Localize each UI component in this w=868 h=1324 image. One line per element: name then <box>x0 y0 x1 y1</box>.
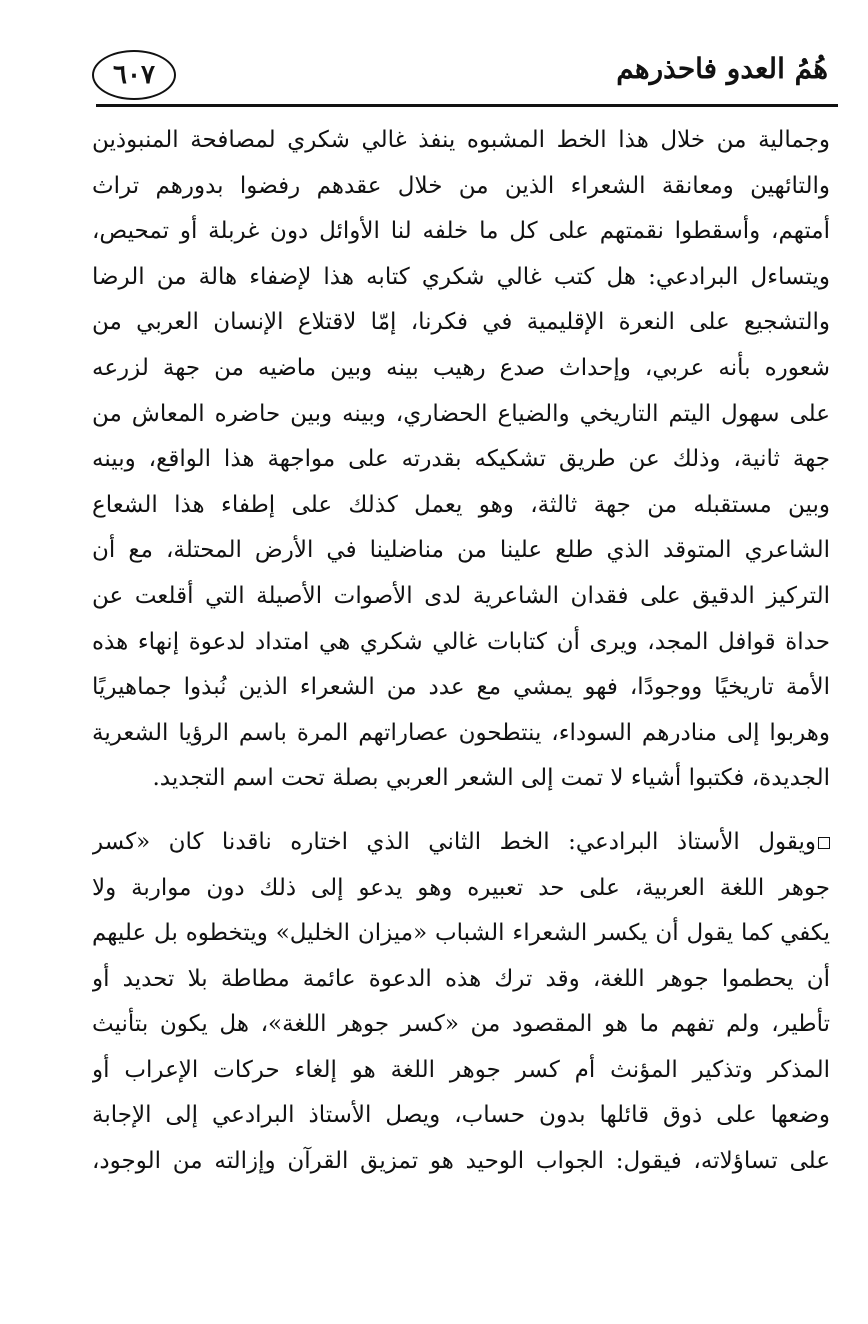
text-line: على تساؤلاته، فيقول: الجواب الوحيد هو تمزيق القرآن وإزالته من الوجود، <box>92 1148 830 1175</box>
text-line: الشاعري المتوقد الذي طلع علينا من مناضلينا في الأرض المحتلة، مع أن <box>92 537 830 564</box>
paragraph-2 <box>92 820 830 1185</box>
text-line: أمتهم، وأسقطوا نقمتهم على كل ما خلفه لنا الأوائل دون غربلة أو تمحيص، <box>92 218 830 245</box>
text-line: الأمة تاريخيًا ووجودًا، فهو يمشي مع عدد من الشعراء الذين نُبذوا جماهيريًا <box>92 674 830 701</box>
text-line: والتائهين ومعانقة الشعراء الذين من خلال عقدهم رفضوا بدورهم تراث <box>92 172 830 199</box>
text-line: المذكر وتذكير المؤنث أم كسر جوهر اللغة هو إلغاء حركات الإعراب أو <box>92 1056 830 1083</box>
text-line: حداة قوافل المجد، ويرى أن كتابات غالي شكري هي امتداد لدعوة إنهاء هذه <box>92 628 830 655</box>
text-line: جهة ثانية، وذلك عن طريق تشكيكه بقدرته على مواجهة هذا الواقع، وبينه <box>92 446 830 473</box>
body-text <box>92 118 830 1185</box>
square-bullet-icon <box>818 837 830 849</box>
text-line: والتشجيع على النعرة الإقليمية في فكرنا، إمّا لاقتلاع الإنسان العربي من <box>92 309 830 336</box>
text-line: الجديدة، فكتبوا أشياء لا تمت إلى الشعر العربي بصلة تحت اسم التجديد. <box>152 765 830 792</box>
text-line: جوهر اللغة العربية، على حد تعبيره وهو يدعو إلى ذلك دون مواربة ولا <box>92 874 830 901</box>
running-title: هُمُ العدو فاحذرهم <box>616 52 828 85</box>
text-line: ويتساءل البرادعي: هل كتب غالي شكري كتابه هذا لإضفاء هالة من الرضا <box>92 263 830 290</box>
text-line: وهربوا إلى منادرهم السوداء، ينتطحون عصاراتهم المرة باسم الرؤيا الشعرية <box>92 719 830 746</box>
text-line: التركيز الدقيق على فقدان الشاعرية لدى الأصوات الأصيلة التي أقلعت عن <box>92 582 830 609</box>
paragraph-opening: ويقول الأستاذ البرادعي: الخط الثاني الذي اختاره ناقدنا كان «كسر <box>92 828 816 855</box>
text-line: أن يحطموا جوهر اللغة، وقد ترك هذه الدعوة عائمة مطاطة بلا تحديد أو <box>92 965 830 992</box>
text-line: وبين مستقبله من جهة ثالثة، وهو يعمل كذلك على إطفاء هذا الشعاع <box>92 491 830 518</box>
text-line: تأطير، ولم تفهم ما هو المقصود من «كسر جوهر اللغة»، هل يكون بتأنيث <box>92 1011 830 1038</box>
text-line: شعوره بأنه عربي، وإحداث صدع رهيب بينه وبين ماضيه من جهة لزرعه <box>92 354 830 381</box>
header-divider <box>96 104 838 107</box>
page-number: ٦٠٧ <box>113 60 155 90</box>
text-line <box>92 820 830 866</box>
text-line: يكفي كما يقول أن يكسر الشعراء الشباب «ميزان الخليل» ويتخطوه بل عليهم <box>92 920 830 947</box>
text-line: وضعها على ذوق قائلها بدون حساب، ويصل الأستاذ البرادعي إلى الإجابة <box>92 1102 830 1129</box>
page-header <box>92 44 832 106</box>
text-line: وجمالية من خلال هذا الخط المشبوه ينفذ غالي شكري لمصافحة المنبوذين <box>92 127 830 153</box>
page-number-badge <box>92 50 176 100</box>
paragraph-gap <box>92 802 830 820</box>
paragraph-1 <box>92 118 830 802</box>
text-line: على سهول اليتم التاريخي والضياع الحضاري، وبينه وبين حاضره المعاش من <box>92 400 830 427</box>
